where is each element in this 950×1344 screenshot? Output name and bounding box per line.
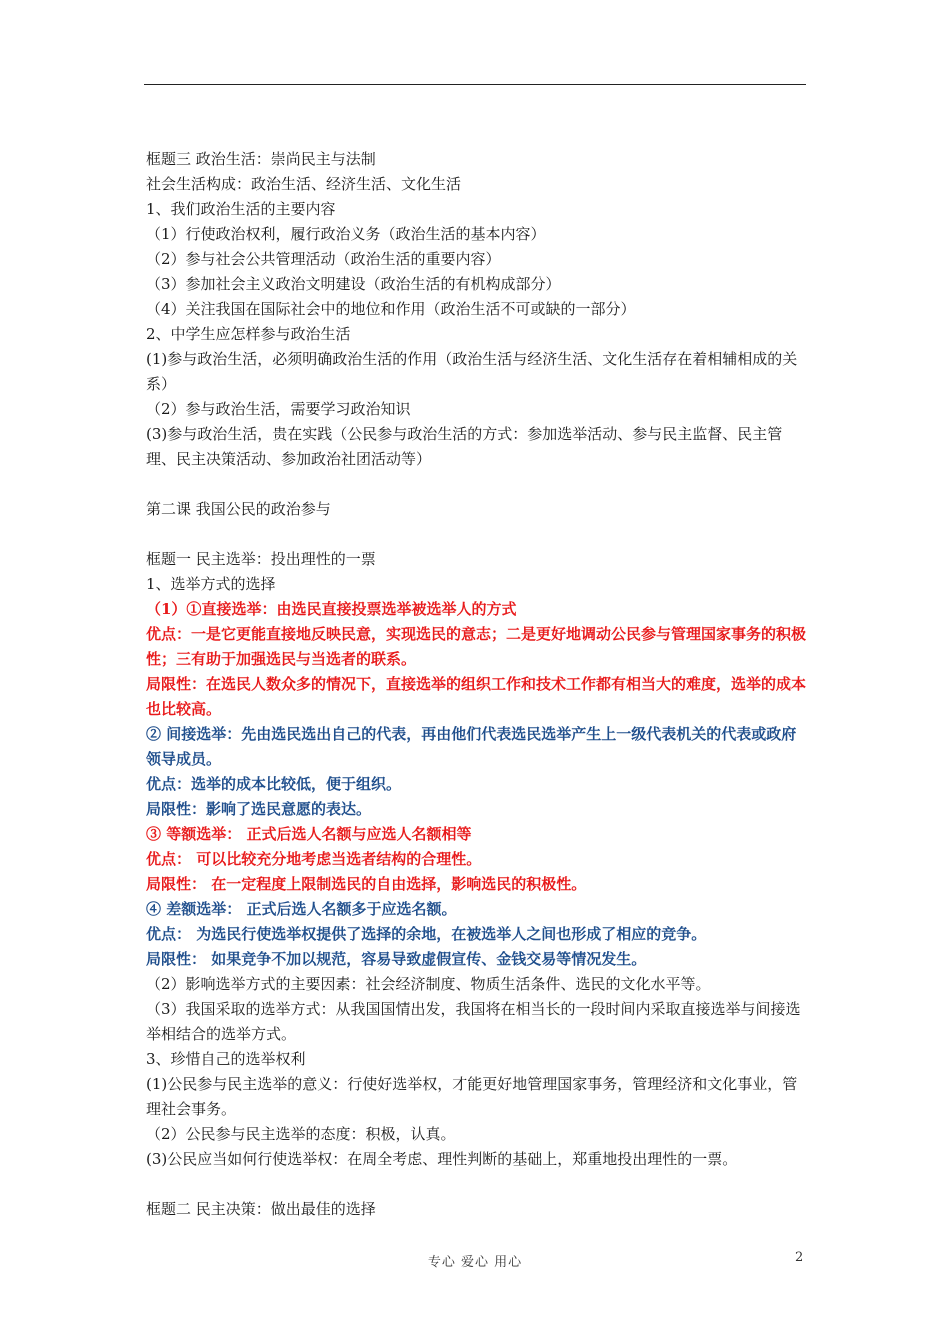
highlight-red: 局限性：在选民人数众多的情况下，直接选举的组织工作和技术工作都有相当大的难度，选举的成本也比较高。 bbox=[146, 675, 807, 718]
highlight-red: 优点：一是它更能直接地反映民意，实现选民的意志；二是更好地调动公民参与管理国家事务的积极性；三有助于加强选民与当选者的联系。 bbox=[146, 625, 807, 668]
section-heading: 框题一 民主选举：投出理性的一票 bbox=[146, 550, 376, 568]
highlight-red: 局限性： 在一定程度上限制选民的自由选择，影响选民的积极性。 bbox=[146, 875, 587, 893]
list-item: （4）关注我国在国际社会中的地位和作用（政治生活不可或缺的一部分） bbox=[146, 300, 636, 318]
list-item: (1)参与政治生活，必须明确政治生活的作用（政治生活与经济生活、文化生活存在着相辅相成的关系） bbox=[146, 350, 798, 393]
spacer bbox=[146, 1172, 808, 1197]
highlight-blue: 局限性：影响了选民意愿的表达。 bbox=[146, 800, 372, 818]
paragraph: 社会生活构成：政治生活、经济生活、文化生活 bbox=[146, 175, 462, 193]
section-heading: 框题三 政治生活：崇尚民主与法制 bbox=[146, 150, 376, 168]
list-item: （2）公民参与民主选举的态度：积极，认真。 bbox=[146, 1125, 456, 1143]
footer-slogan: 专心 爱心 用心 bbox=[427, 1255, 523, 1270]
section-heading: 框题二 民主决策：做出最佳的选择 bbox=[146, 1200, 376, 1218]
lesson-heading: 第二课 我国公民的政治参与 bbox=[146, 500, 331, 518]
highlight-blue: ④ 差额选举： 正式后选人名额多于应选名额。 bbox=[146, 900, 457, 918]
highlight-red: 优点： 可以比较充分地考虑当选者结构的合理性。 bbox=[146, 850, 482, 868]
list-item: （3）我国采取的选举方式：从我国国情出发，我国将在相当长的一段时间内采取直接选举与间接选举相结合的选举方式。 bbox=[146, 1000, 801, 1043]
spacer bbox=[146, 522, 808, 547]
list-heading: 1、我们政治生活的主要内容 bbox=[146, 200, 336, 218]
highlight-red: （1）①直接选举：由选民直接投票选举被选举人的方式 bbox=[146, 600, 517, 618]
list-item: （1）行使政治权利，履行政治义务（政治生活的基本内容） bbox=[146, 225, 546, 243]
list-item: (3)公民应当如何行使选举权：在周全考虑、理性判断的基础上，郑重地投出理性的一票。 bbox=[146, 1150, 738, 1168]
highlight-blue: ② 间接选举：先由选民选出自己的代表，再由他们代表选民选举产生上一级代表机关的代表或政府领导成员。 bbox=[146, 725, 797, 768]
list-item: (3)参与政治生活，贵在实践（公民参与政治生活的方式：参加选举活动、参与民主监督、民主管理、民主决策活动、参加政治社团活动等） bbox=[146, 425, 783, 468]
page-number: 2 bbox=[795, 1250, 804, 1265]
document-body bbox=[146, 147, 808, 1222]
list-item: （2）参与社会公共管理活动（政治生活的重要内容） bbox=[146, 250, 501, 268]
list-heading: 3、珍惜自己的选举权利 bbox=[146, 1050, 306, 1068]
list-item: （3）参加社会主义政治文明建设（政治生活的有机构成部分） bbox=[146, 275, 561, 293]
highlight-red: ③ 等额选举： 正式后选人名额与应选人名额相等 bbox=[146, 825, 472, 843]
list-heading: 1、选举方式的选择 bbox=[146, 575, 276, 593]
header-rule bbox=[144, 84, 806, 85]
highlight-blue: 优点： 为选民行使选举权提供了选择的余地，在被选举人之间也形成了相应的竞争。 bbox=[146, 925, 707, 943]
list-item: (1)公民参与民主选举的意义：行使好选举权，才能更好地管理国家事务，管理经济和文化事业，管理社会事务。 bbox=[146, 1075, 798, 1118]
list-item: （2）影响选举方式的主要因素：社会经济制度、物质生活条件、选民的文化水平等。 bbox=[146, 975, 711, 993]
list-heading: 2、中学生应怎样参与政治生活 bbox=[146, 325, 351, 343]
spacer bbox=[146, 472, 808, 497]
list-item: （2）参与政治生活，需要学习政治知识 bbox=[146, 400, 411, 418]
highlight-blue: 局限性： 如果竞争不加以规范，容易导致虚假宣传、金钱交易等情况发生。 bbox=[146, 950, 647, 968]
highlight-blue: 优点：选举的成本比较低，便于组织。 bbox=[146, 775, 402, 793]
